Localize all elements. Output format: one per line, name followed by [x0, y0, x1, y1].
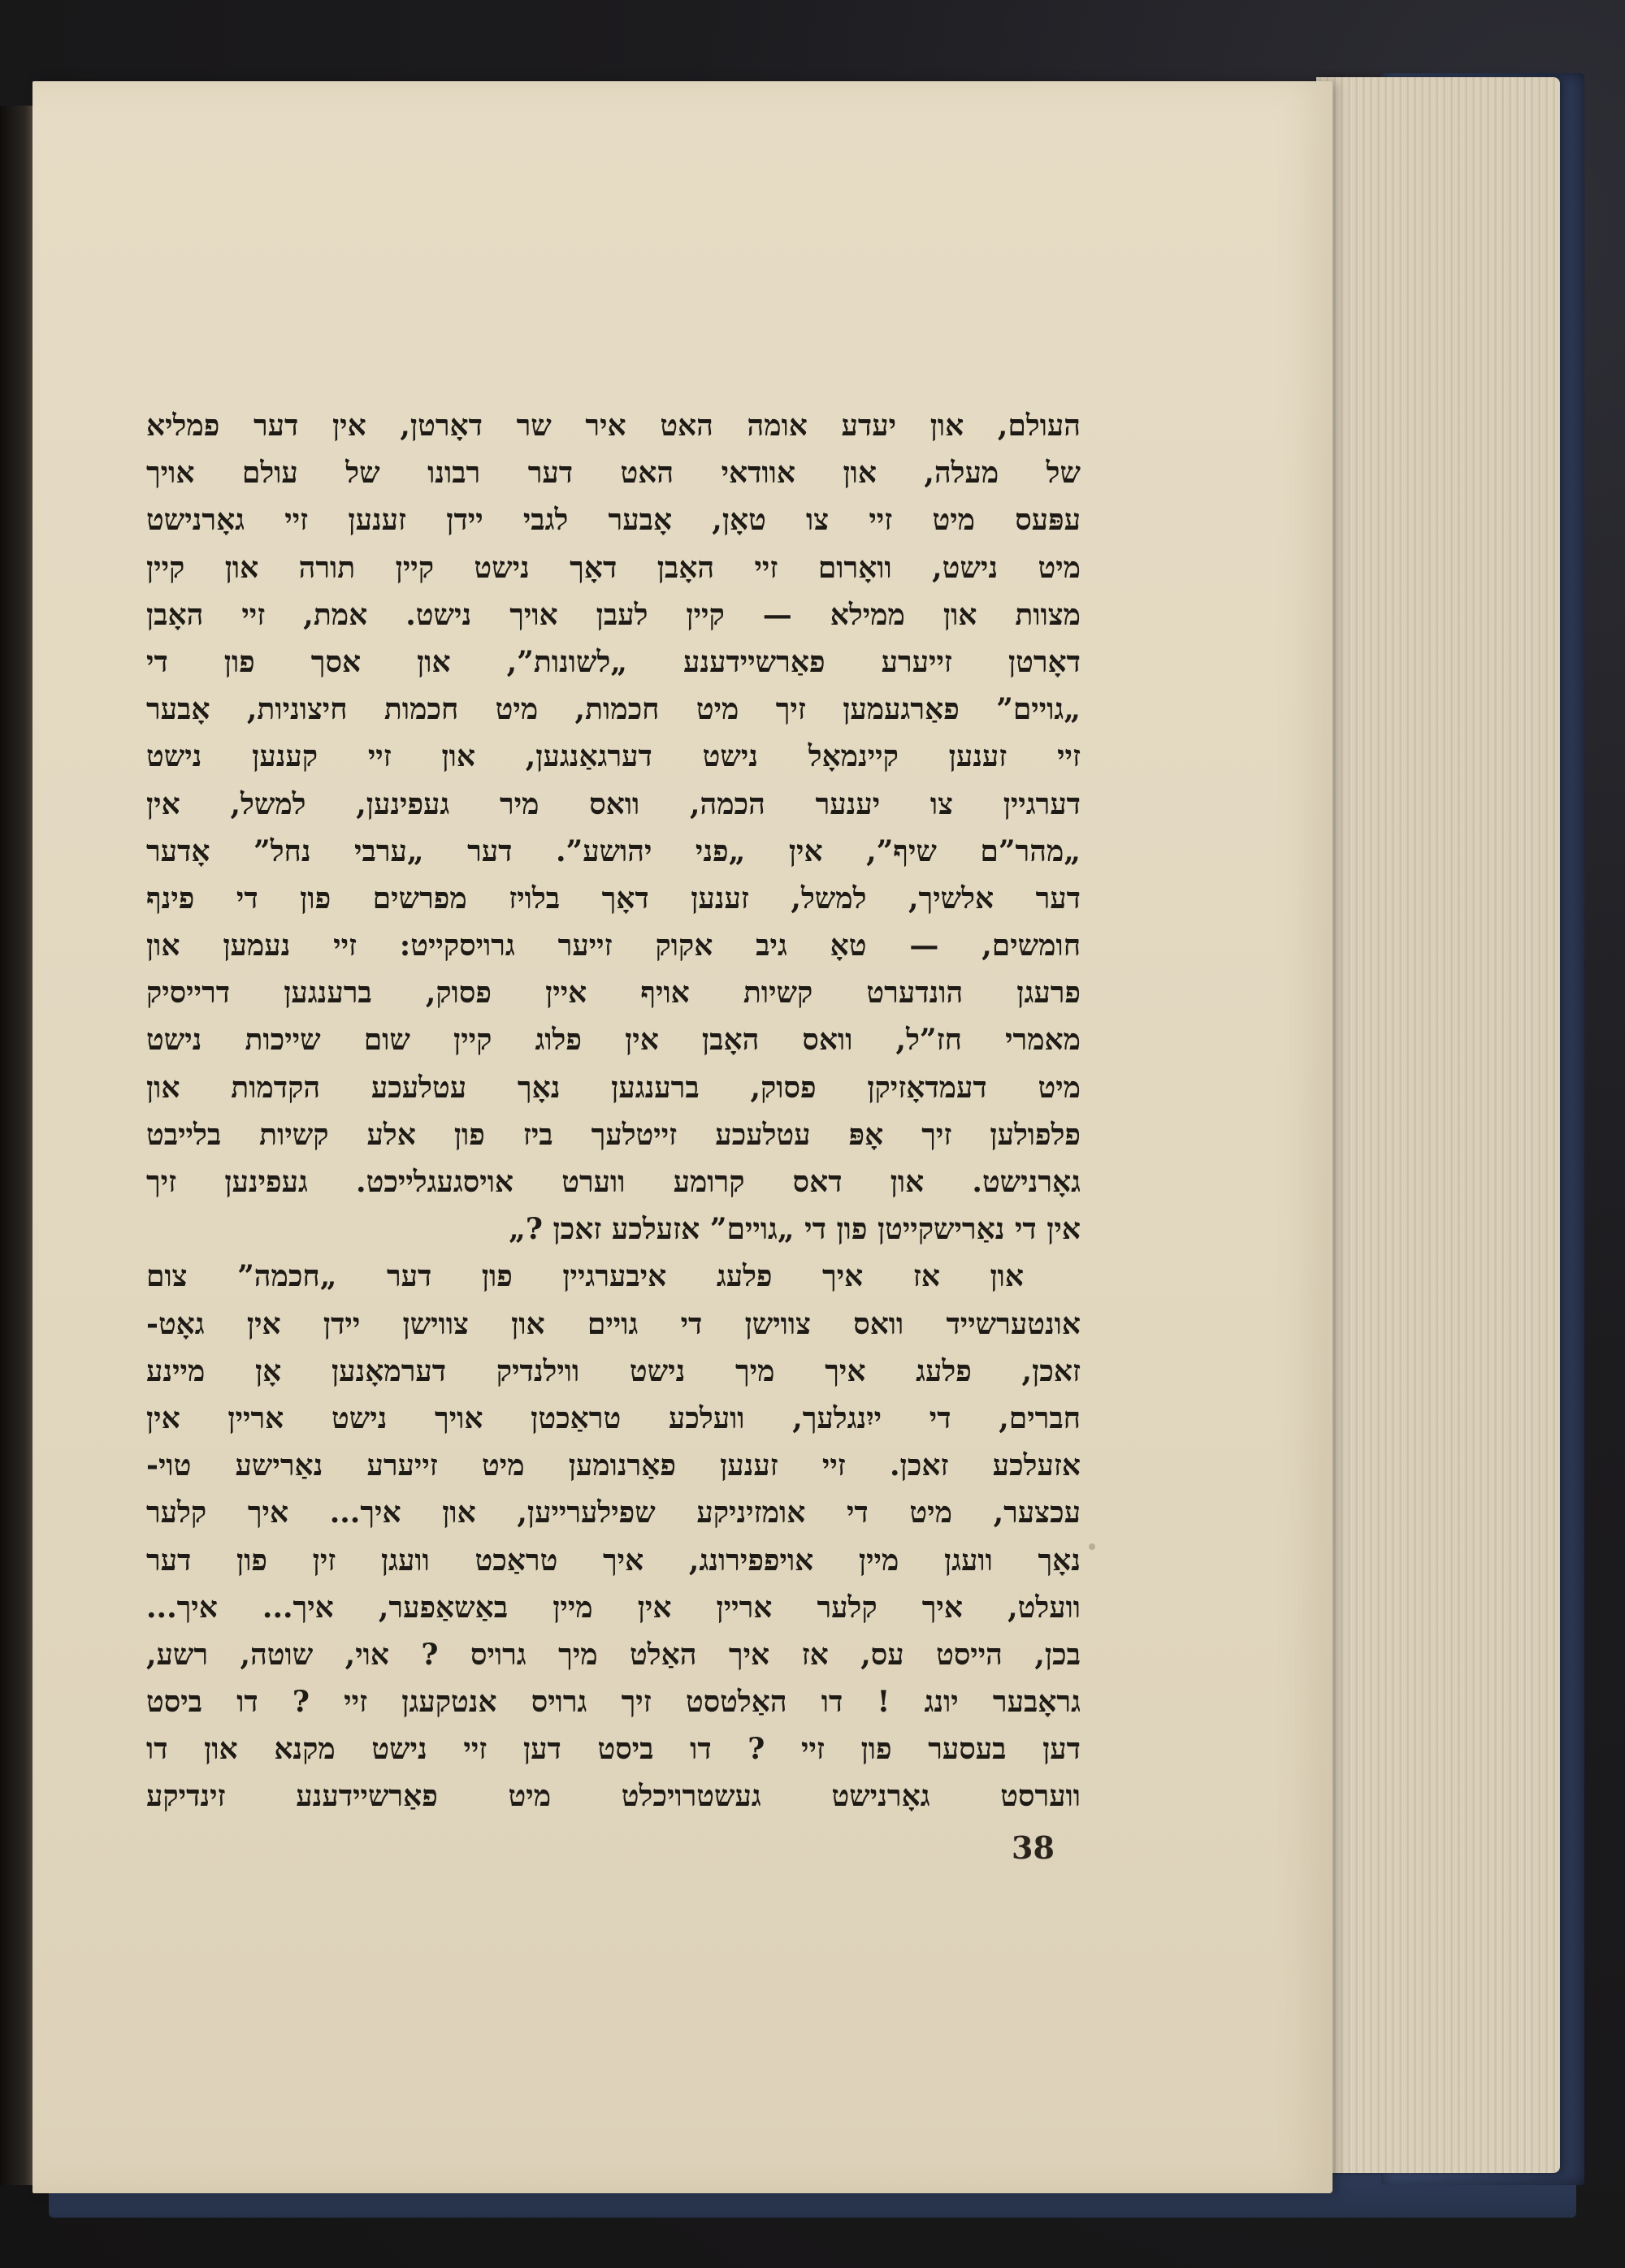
text-line: גאָרנישט. און דאס קרומע ווערט אויסגעגלייכט. געפינען זיך [146, 1165, 1081, 1199]
text-line: מיט נישט, וואָרום זיי האָבן דאָך נישט קיין תורה און קיין [146, 550, 1081, 585]
text-line: „מהר”ם שיף”, אין „פני יהושע”. דער „ערבי נחל” אָדער [146, 833, 1081, 868]
text-line: אונטערשייד וואס צווישן די גויים און צווישן יידן אין גאָט- [146, 1306, 1081, 1341]
text-line: עכצער, מיט די אומזיניקע שפילערייען, און איך... איך קלער [146, 1495, 1081, 1530]
text-line: עפּעס מיט זיי צו טאָן, אָבער לגבי יידן זענען זיי גאָרנישט [146, 503, 1081, 538]
text-line: של מעלה, און אוודאי האט דער רבונו של עולם אויך [146, 456, 1081, 491]
text-line: גראָבער יונג ! דו האַלטסט זיך גרויס אנטקעגן זיי ? דו ביסט [146, 1685, 1081, 1720]
text-line: פרעגן הונדערט קשיות אויף איין פסוק, ברענגען דרייסיק [146, 976, 1081, 1011]
text-line: וועלט, איך קלער אריין אין מיין באַשאַפער, איך... איך... [146, 1590, 1081, 1625]
text-line: דאָרטן זייערע פאַרשיידענע „לשונות”, און אסך פון די [146, 644, 1081, 679]
text-line: דער אלשיך, למשל, זענען דאָך בלויז מפרשים פון די פינף [146, 881, 1081, 915]
text-line: דען בעסער פון זיי ? דו ביסט דען זיי נישט מקנא און דו [146, 1732, 1081, 1767]
text-line: ווערסט גאָרנישט געשטרויכלט מיט פאַרשיידענע זינדיקע [146, 1779, 1081, 1814]
text-line: חומשים, — טאָ גיב אקוק זייער גרויסקייט: זיי נעמען און [146, 928, 1081, 963]
page-number: 38 [1012, 1829, 1055, 1866]
text-line: מיט דעמדאָזיקן פסוק, ברענגען נאָך עטלעכע הקדמות און [146, 1070, 1081, 1105]
text-line: מאמרי חז”ל, וואס האָבן אין פלוג קיין שום שייכות נישט [146, 1023, 1081, 1058]
text-line: אזעלכע זאכן. זיי זענען פאַרנומען מיט זייערע נאַרישע טוי- [146, 1448, 1081, 1483]
paper-speck [1089, 1543, 1095, 1550]
text-line: חברים, די ייִנגלעך, וועלכע טראַכטן אויך נישט אריין אין [146, 1400, 1081, 1435]
page-edges [1316, 77, 1560, 2173]
text-line: בכן, הייסט עס, אז איך האַלט מיך גרויס ? אוי, שוטה, רשע, [146, 1637, 1081, 1672]
text-line: פלפולען זיך אָפּ עטלעכע זייטלעך ביז פון אלע קשיות בלייבט [146, 1117, 1081, 1152]
book-page [32, 81, 1332, 2193]
text-line: „גויים” פאַרגעמען זיך מיט חכמות, מיט חכמות חיצוניות, אָבער [146, 692, 1081, 727]
text-line: העולם, און יעדע אומה האט איר שר דאָרטן, אין דער פמליא [146, 409, 1081, 443]
text-line: זיי זענען קיינמאָל נישט דערגאַנגען, און זיי קענען נישט [146, 739, 1081, 774]
body-text [146, 402, 1081, 1820]
text-line: מצוות און ממילא — קיין לעבן אויך נישט. אמת, זיי האָבן [146, 597, 1081, 632]
paragraph-start-line: און אז איך פלעג איבערגיין פון דער „חכמה” צום [146, 1259, 1024, 1294]
text-line: נאָך וועגן מיין אויפפירונג, איך טראַכט וועגן זין פון דער [146, 1543, 1081, 1578]
text-line: זאכן, פלעג איך מיך נישט ווילנדיק דערמאָנען אָן מיינע [146, 1353, 1081, 1388]
text-line: אין די נאַרישקייטן פון די „גויים” אזעלכע זאכן ?„ [509, 1212, 1081, 1247]
text-line: דערגיין צו יענער הכמה, וואס מיר געפינען, למשל, אין [146, 786, 1081, 821]
